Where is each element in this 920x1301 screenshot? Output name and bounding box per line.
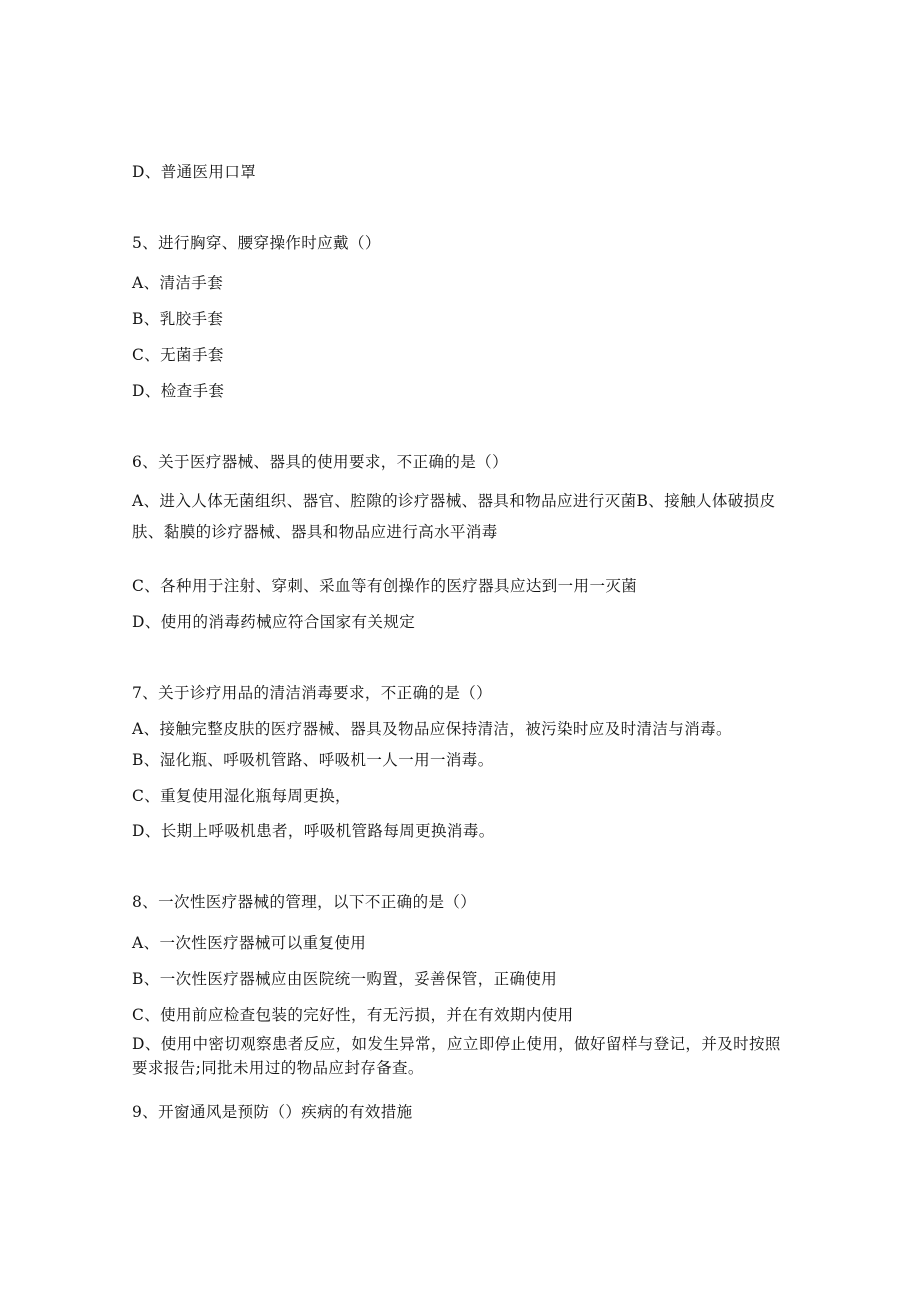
q5-option-c: C、无菌手套 [132,346,224,364]
q7-question: 7、关于诊疗用品的清洁消毒要求，不正确的是（） [132,684,493,702]
q5-option-a: A、清洁手套 [132,274,224,292]
q5-option-d: D、检查手套 [132,382,225,400]
q7-option-a: A、接触完整皮肤的医疗器械、器具及物品应保持清洁，被污染时应及时清洁与消毒。 [132,720,732,738]
q8-option-b: B、一次性医疗器械应由医院统一购置，妥善保管，正确使用 [132,970,558,988]
q7-option-d: D、长期上呼吸机患者，呼吸机管路每周更换消毒。 [132,822,495,840]
q8-option-c: C、使用前应检查包装的完好性，有无污损，并在有效期内使用 [132,1006,574,1024]
q6-question: 6、关于医疗器械、器具的使用要求，不正确的是（） [132,453,508,471]
q6-option-c: C、各种用于注射、穿刺、采血等有创操作的医疗器具应达到一用一灭菌 [132,577,638,595]
q6-option-d: D、使用的消毒药械应符合国家有关规定 [132,613,416,631]
q8-question: 8、一次性医疗器械的管理，以下不正确的是（） [132,893,477,911]
q4-option-d: D、普通医用口罩 [132,163,257,181]
q9-question: 9、开窗通风是预防（）疾病的有效措施 [132,1103,413,1121]
q6-option-a-b: A、进入人体无菌组织、器官、腔隙的诊疗器械、器具和物品应进行灭菌B、接触人体破损皮肤、黏膜的诊疗器械、器具和物品应进行高水平消毒 [132,492,776,541]
q7-option-c: C、重复使用湿化瓶每周更换， [132,787,351,805]
q8-option-a: A、一次性医疗器械可以重复使用 [132,934,367,952]
q5-question: 5、进行胸穿、腰穿操作时应戴（） [132,234,381,252]
q8-option-d: D、使用中密切观察患者反应，如发生异常，应立即停止使用，做好留样与登记，并及时按照要求报告;同批未用过的物品应封存备查。 [132,1035,781,1077]
q7-option-b: B、湿化瓶、呼吸机管路、呼吸机一人一用一消毒。 [132,751,494,769]
q5-option-b: B、乳胶手套 [132,310,224,328]
